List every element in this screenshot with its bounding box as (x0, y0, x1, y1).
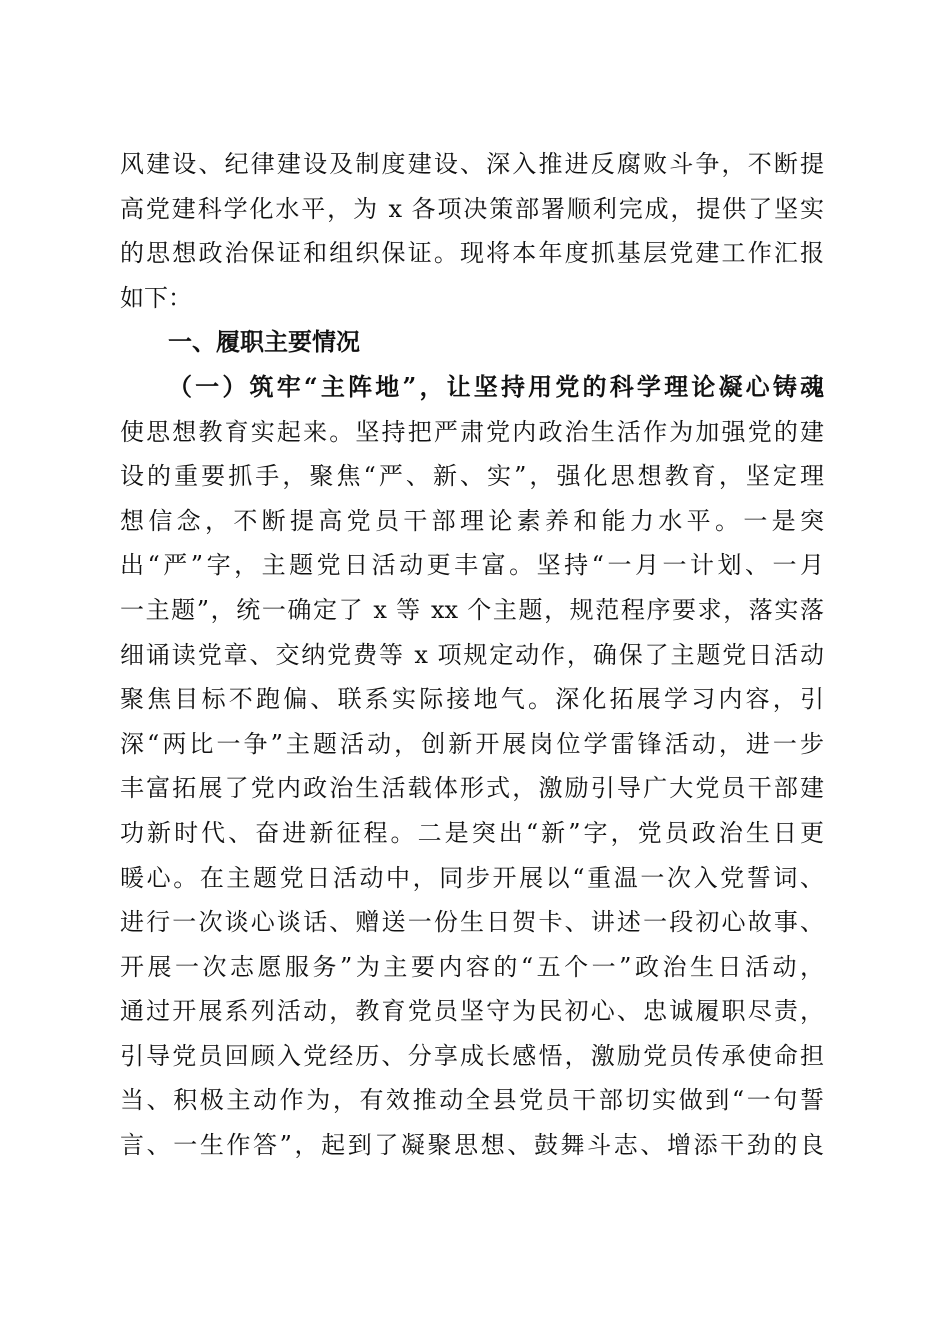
body-line-16: 当、积极主动作为，有效推动全县党员干部切实做到“一句誓 (120, 1086, 824, 1115)
body-line-1: 使思想教育实起来。坚持把严肃党内政治生活作为加强党的建 (120, 417, 824, 446)
body-line-4: 出“严”字，主题党日活动更丰富。坚持“一月一计划、一月 (120, 551, 824, 580)
intro-line-2: 高党建科学化水平，为 x 各项决策部署顺利完成，提供了坚实 (120, 194, 824, 223)
body-line-3: 想信念，不断提高党员干部理论素养和能力水平。一是突 (120, 506, 824, 535)
body-line-8: 深“两比一争”主题活动，创新开展岗位学雷锋活动，进一步 (120, 729, 824, 758)
body-line-2: 设的重要抓手，聚焦“严、新、实”，强化思想教育，坚定理 (120, 462, 824, 491)
body-line-7: 聚焦目标不跑偏、联系实际接地气。深化拓展学习内容，引 (120, 685, 824, 714)
body-line-11: 暖心。在主题党日活动中，同步开展以“重温一次入党誓词、 (120, 863, 824, 892)
body-line-15: 引导党员回顾入党经历、分享成长感悟，激励党员传承使命担 (120, 1041, 824, 1070)
intro-line-1: 风建设、纪律建设及制度建设、深入推进反腐败斗争，不断提 (120, 150, 824, 178)
document-body (120, 142, 824, 1168)
body-line-10: 功新时代、奋进新征程。二是突出“新”字，党员政治生日更 (120, 818, 824, 847)
intro-line-3: 的思想政治保证和组织保证。现将本年度抓基层党建工作汇报 (120, 239, 824, 268)
body-line-17: 言、一生作答”，起到了凝聚思想、鼓舞斗志、增添干劲的良 (120, 1131, 824, 1160)
intro-line-4: 如下： (120, 283, 192, 312)
section-heading: 一、履职主要情况 (168, 328, 360, 357)
body-line-6: 细诵读党章、交纳党费等 x 项规定动作，确保了主题党日活动 (120, 640, 824, 669)
body-line-13: 开展一次志愿服务”为主要内容的“五个一”政治生日活动， (120, 952, 824, 981)
body-line-12: 进行一次谈心谈话、赠送一份生日贺卡、讲述一段初心故事、 (120, 908, 824, 937)
body-line-5: 一主题”，统一确定了 x 等 xx 个主题，规范程序要求，落实落 (120, 595, 824, 624)
body-line-9: 丰富拓展了党内政治生活载体形式，激励引导广大党员干部建 (120, 774, 824, 803)
subsection-heading: （一）筑牢“主阵地”，让坚持用党的科学理论凝心铸魂 (168, 371, 824, 401)
body-line-14: 通过开展系列活动，教育党员坚守为民初心、忠诚履职尽责， (120, 997, 824, 1026)
